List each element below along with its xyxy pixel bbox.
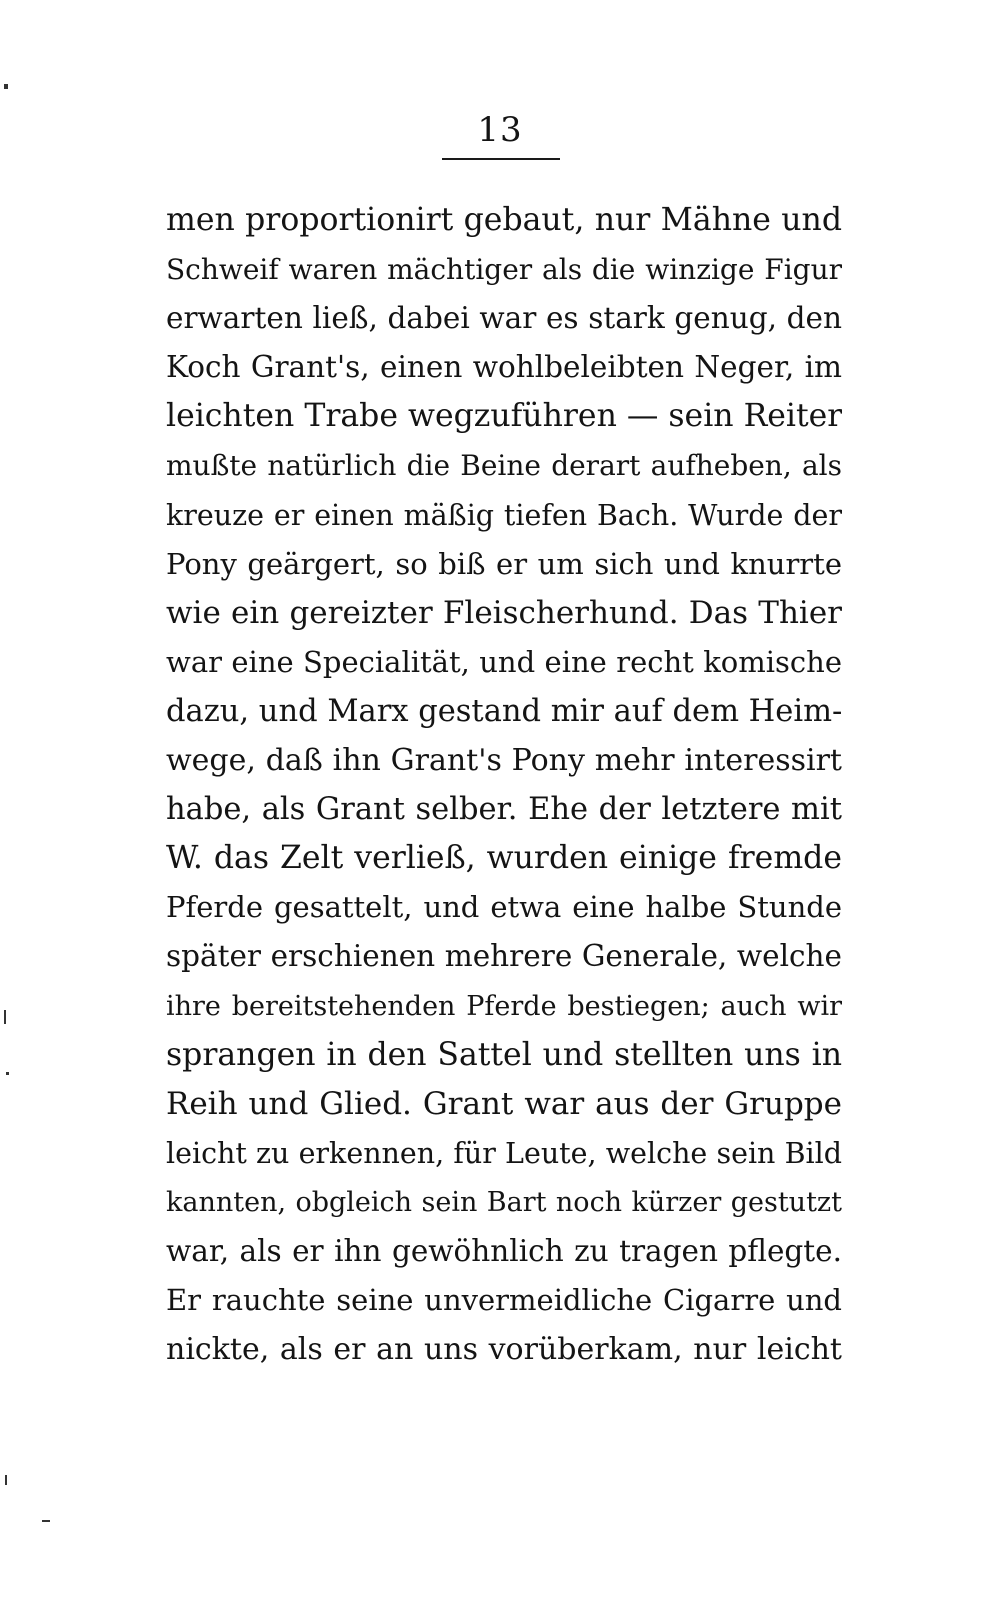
text-line: kreuze er einen mäßig tiefen Bach. Wurde der xyxy=(166,498,842,532)
text-line: Reih und Glied. Grant war aus der Gruppe xyxy=(166,1085,842,1122)
body-text xyxy=(166,196,842,1374)
scan-speck xyxy=(5,1475,7,1485)
text-line: dazu, und Marx gestand mir auf dem Heim- xyxy=(166,693,842,729)
text-line: mußte natürlich die Beine derart aufheben, als xyxy=(166,449,842,483)
text-line: war eine Specialität, und eine recht komische xyxy=(166,644,842,679)
text-line: men proportionirt gebaut, nur Mähne und xyxy=(166,202,842,238)
text-line: leicht zu erkennen, für Leute, welche sein Bild xyxy=(166,1136,842,1170)
page-number: 13 xyxy=(477,110,523,150)
scan-speck xyxy=(42,1520,50,1522)
text-line: Koch Grant's, einen wohlbeleibten Neger, im xyxy=(166,350,842,385)
text-line: erwarten ließ, dabei war es stark genug, den xyxy=(166,301,842,336)
text-line: kannten, obgleich sein Bart noch kürzer gestutzt xyxy=(166,1186,842,1218)
text-line: nickte, als er an uns vorüberkam, nur leicht xyxy=(166,1332,842,1368)
header-rule xyxy=(442,158,560,160)
text-line: sprangen in den Sattel und stellten uns in xyxy=(166,1036,842,1073)
text-line: wege, daß ihn Grant's Pony mehr interessirt xyxy=(166,743,842,779)
scan-speck xyxy=(4,84,8,89)
scan-speck xyxy=(4,1010,6,1024)
text-line: habe, als Grant selber. Ehe der letztere mit xyxy=(166,792,842,828)
text-line: Schweif waren mächtiger als die winzige Figur xyxy=(166,253,842,287)
text-line: Pony geärgert, so biß er um sich und knurrte xyxy=(166,546,842,581)
scan-speck xyxy=(6,1072,9,1075)
text-line: wie ein gereizter Fleischerhund. Das Thier xyxy=(166,594,842,631)
text-line: ihre bereitstehenden Pferde bestiegen; auch wir xyxy=(166,990,842,1022)
text-line: war, als er ihn gewöhnlich zu tragen pflegte. xyxy=(166,1233,842,1268)
text-line: später erschienen mehrere Generale, welche xyxy=(166,939,842,974)
text-line: Er rauchte seine unvermeidliche Cigarre und xyxy=(166,1283,842,1318)
text-line: W. das Zelt verließ, wurden einige fremde xyxy=(166,840,842,877)
text-line: leichten Trabe wegzuführen — sein Reiter xyxy=(166,398,842,435)
text-line: Pferde gesattelt, und etwa eine halbe Stunde xyxy=(166,890,842,925)
